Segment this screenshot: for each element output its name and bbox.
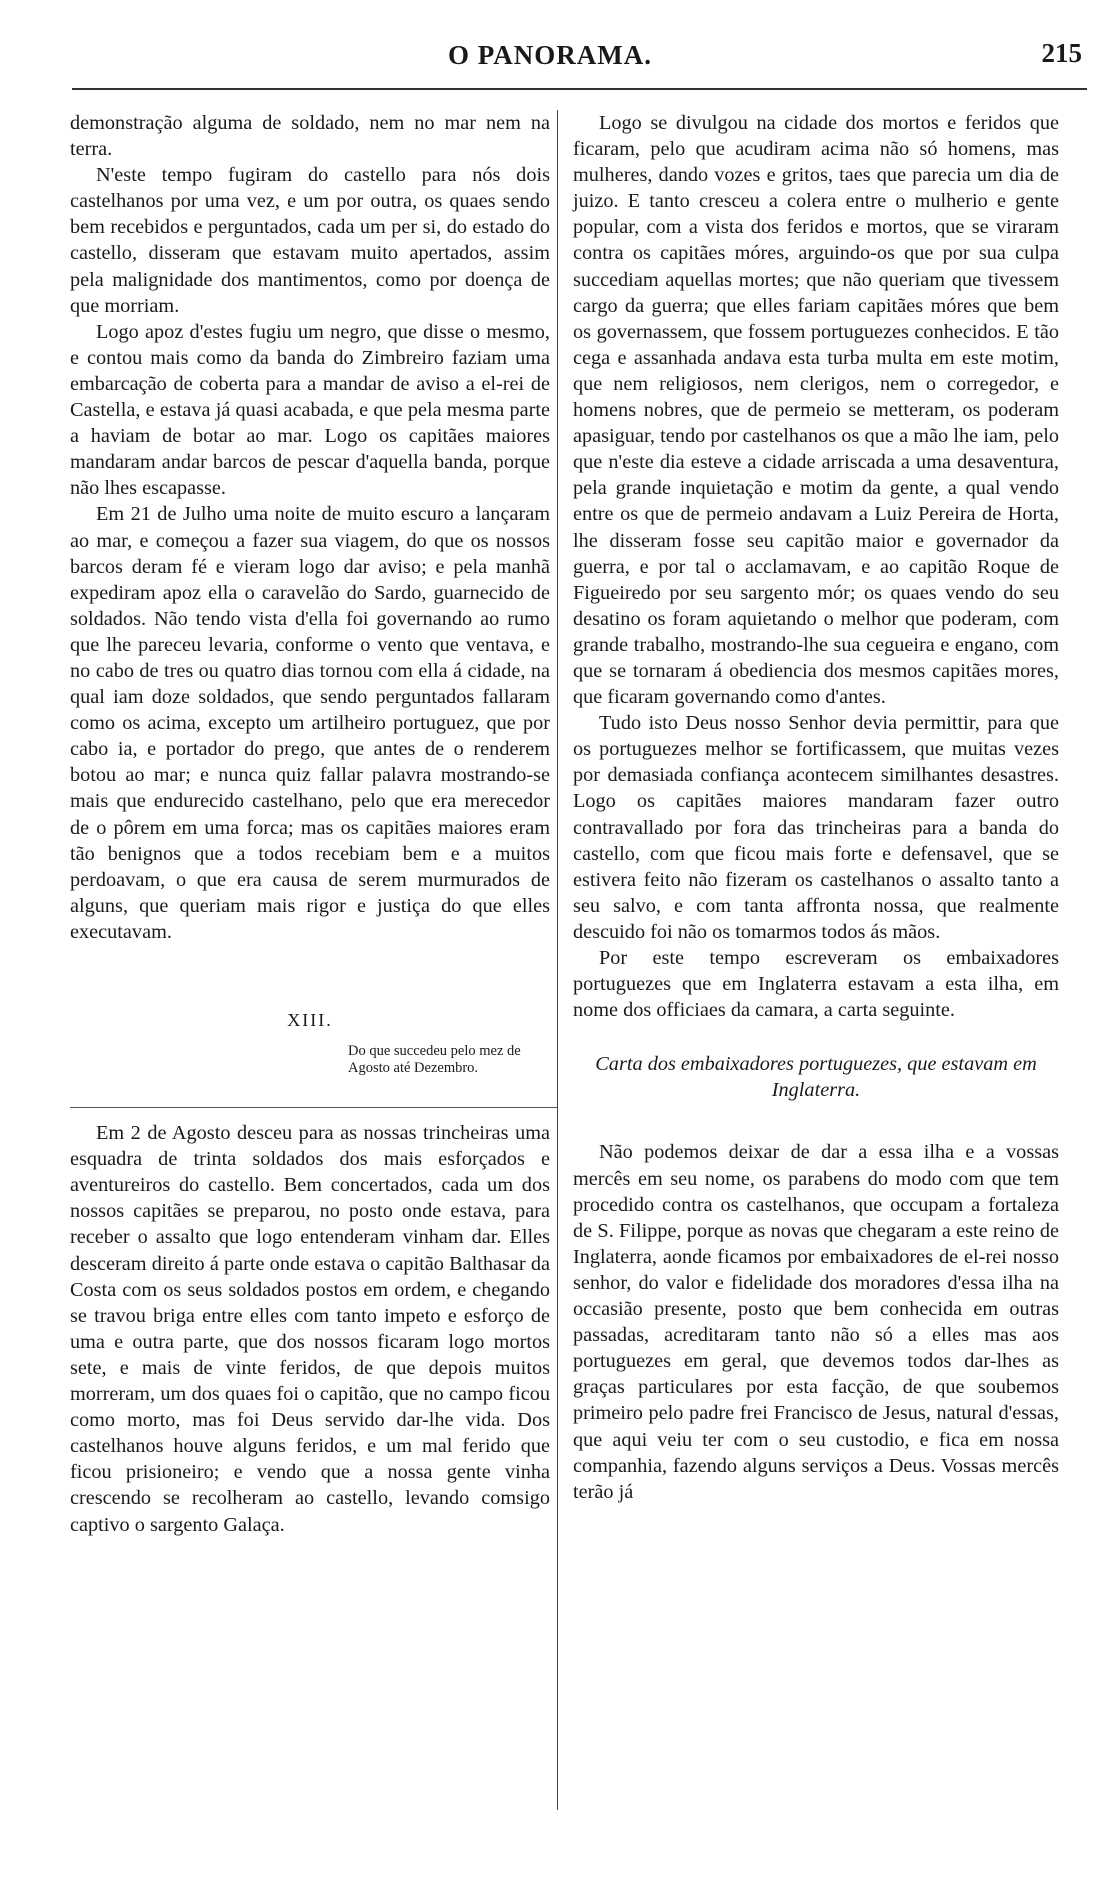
paragraph: N'este tempo fugiram do castello para nós dois castelhanos por uma vez, e um por outra, os quaes sendo bem recebidos e perguntados, cada um per si, do estado do castello, disseram que estavam muito apertados, assim pela malignidade dos mantimentos, como por doença de que morriam. <box>70 164 550 317</box>
running-title: O PANORAMA. <box>448 40 652 70</box>
section-rule <box>70 1107 558 1108</box>
paragraph: Não podemos deixar de dar a essa ilha e a vossas mercês em seu nome, os parabens do modo com que tem procedido contra os castelhanos, que occupam a fortaleza de S. Filippe, porque as novas que chegaram a este reino de Inglaterra, aonde ficamos por embaixadores de el-rei nosso senhor, do valor e fidelidade dos moradores d'essa ilha na occasião presente, posto que bem conhecida em outras passadas, acreditaram tanto não só a elles mas aos portuguezes em geral, que devemos todos dar-lhes as graças particulares por esta facção, de que soubemos primeiro pelo padre frei Francisco de Jesus, natural d'essas, que aqui veiu ter com o seu custodio, e fica em nossa companhia, fazendo alguns serviços a Deus. Vossas mercês terão já <box>573 1141 1059 1503</box>
paragraph: demonstração alguma de soldado, nem no mar nem na terra. <box>70 112 550 161</box>
section-number: XIII. <box>287 1010 333 1030</box>
paragraph: Por este tempo escreveram os embaixadores portuguezes que em Inglaterra estavam a esta ilha, em nome dos officiaes da camara, a carta seguinte. <box>573 947 1059 1022</box>
paragraph: Tudo isto Deus nosso Senhor devia permittir, para que os portuguezes melhor se fortificassem, que muitas vezes por demasiada confiança acontecem similhantes desastres. Logo os capitães maiores mandaram fazer outro contravallado por fora das trincheiras para a banda do castello, com que ficou mais forte e defensavel, que se estivera feito não fizeram os castelhanos o assalto tanto a seu salvo, e com tanta affronta nossa, que realmente descuido foi não os tomarmos todos ás mãos. <box>573 712 1059 943</box>
column-divider <box>557 110 558 1810</box>
page-number: 215 <box>1041 38 1082 68</box>
paragraph: Em 2 de Agosto desceu para as nossas trincheiras uma esquadra de trinta soldados dos mais esforçados e aventureiros do castello. Bem concertados, cada um dos nossos capitães se preparou, no posto onde estava, para receber o assalto que logo entenderam vinham dar. Elles desceram direito á parte onde estava o capitão Balthasar da Costa com os seus soldados postos em ordem, e chegando se travou briga entre elles com tanto impeto e esforço de uma e outra parte, que dos nossos ficaram logo mortos sete, e mais de vinte feridos, de que depois muitos morreram, um dos quaes foi o capitão, que no campo ficou como morto, mas foi Deus servido dar-lhe vida. Dos castelhanos houve alguns feridos, e um mal ferido que ficou prisioneiro; e vendo que a nossa gente vinha crescendo se recolheram ao castello, levando comsigo captivo o sargento Galaça. <box>70 1122 550 1536</box>
left-column <box>70 110 550 1538</box>
paragraph: Logo se divulgou na cidade dos mortos e feridos que ficaram, pelo que acudiram acima não só homens, mas mulheres, dando vozes e gritos, taes que parecia um dia de juizo. E tanto cresceu a colera entre o mulherio e gente popular, com a vista dos feridos e mortos, que se viraram contra os capitães móres, arguindo-os que por sua culpa succediam aquellas mortes; que não queriam que tivessem cargo da guerra; que elles fariam capitães móres que bem os governassem, que fossem portuguezes conhecidos. E tão cega e assanhada andava esta turba multa em este motim, que nem religiosos, nem clerigos, nem o corregedor, e homens nobres, que de permeio se metteram, os poderam apasiguar, tendo por castelhanos os que a mão lhe iam, pelo que n'este dia esteve a cidade arriscada a uma desaventura, pela grande inquietação e motim da gente, a qual vendo entre os que de permeio andavam a Luiz Pereira de Horta, lhe disseram fosse seu capitão maior e governador da guerra, e por tal o acclamavam, e ao capitão Roque de Figueiredo por seu sargento mór; os quaes vendo do seu desatino os foram aquietando o melhor que poderam, com grande trabalho, mostrando-lhe sua cegueira e engano, com que se tornaram á obediencia dos mesmos capitães mores, que ficaram governando como d'antes. <box>573 112 1059 709</box>
right-column <box>573 110 1059 1505</box>
paragraph: Em 21 de Julho uma noite de muito escuro a lançaram ao mar, e começou a fazer sua viagem, do que os nossos barcos deram fé e vieram logo dar aviso; e pela manhã expediram apoz ella o caravelão do Sardo, guarnecido de soldados. Não tendo vista d'ella foi governando ao rumo que lhe pareceu levaria, conforme o vento que ventava, e no cabo de tres ou quatro dias tornou com ella á cidade, na qual iam doze soldados, que sendo perguntados fallaram como os acima, excepto um artilheiro portuguez, que por cabo ia, e portador do prego, que antes de o renderem botou ao mar; e nunca quiz fallar palavra mostrando-se mais que endurecido castelhano, pelo que era merecedor de o pôrem em uma forca; mas os capitães maiores eram tão benignos que a todos recebiam bem e a muitos perdoavam, o que era causa de serem murmurados de alguns, que queriam mais rigor e justiça do que elles executavam. <box>70 503 550 943</box>
letter-title: Carta dos embaixadores portuguezes, que estavam em Inglaterra. <box>595 1053 1037 1102</box>
header-rule <box>72 88 1087 90</box>
section-summary: Do que succedeu pelo mez de Agosto até Dezembro. <box>348 1043 521 1077</box>
paragraph: Logo apoz d'estes fugiu um negro, que disse o mesmo, e contou mais como da banda do Zimbreiro faziam uma embarcação de coberta para a mandar de aviso a el-rei de Castella, e estava já quasi acabada, e que pela mesma parte a haviam de botar ao mar. Logo os capitães maiores mandaram andar barcos de pescar d'aquella banda, porque não lhes escapasse. <box>70 320 550 500</box>
